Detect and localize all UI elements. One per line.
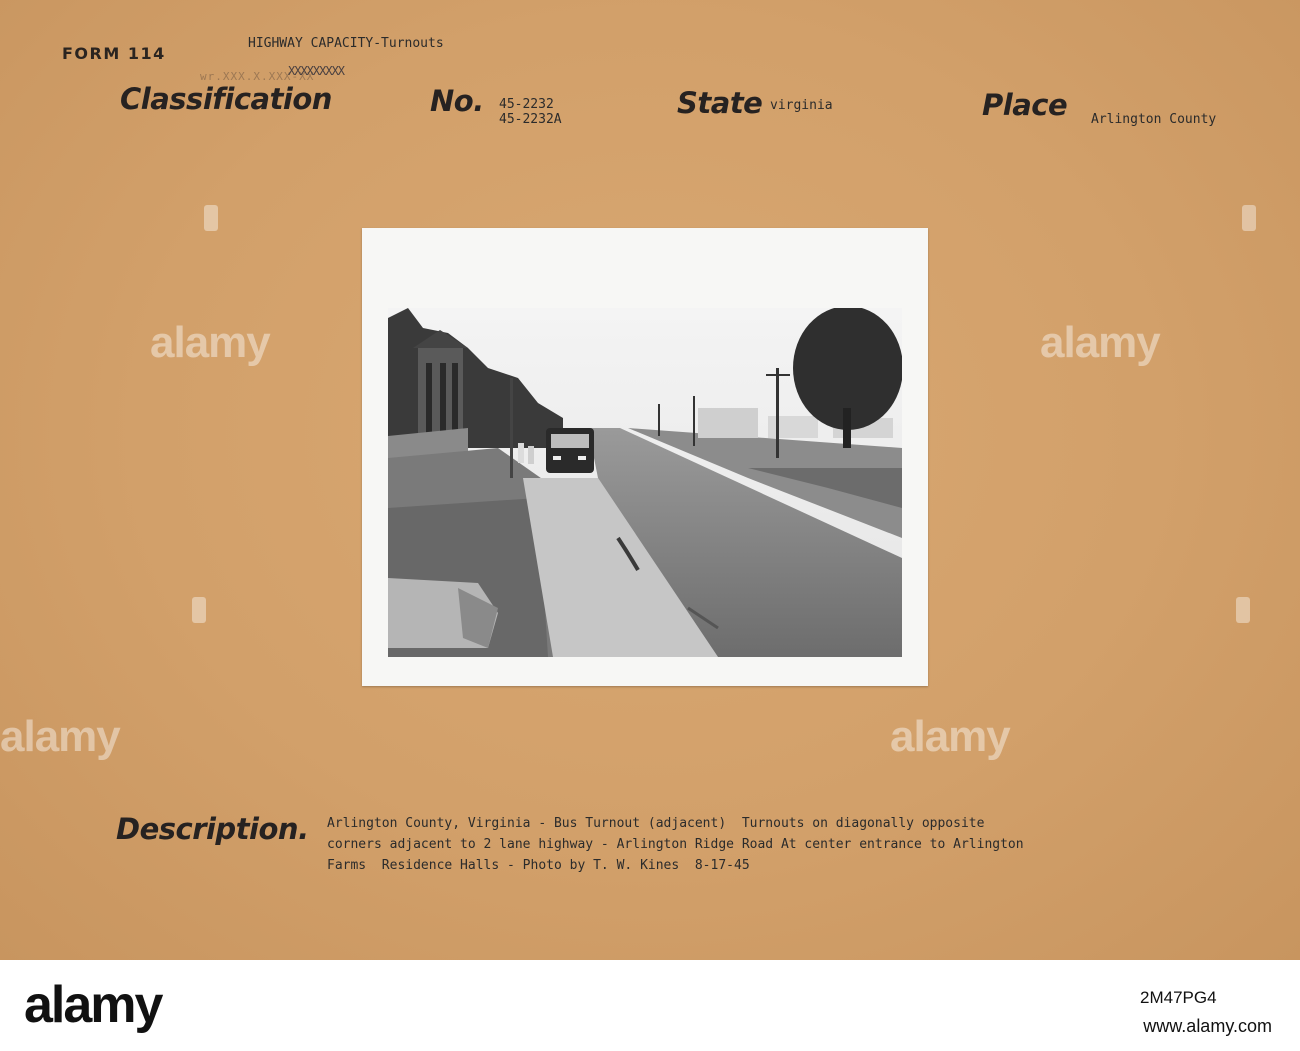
photograph bbox=[388, 308, 902, 657]
number-value-2: 45-2232A bbox=[499, 112, 562, 127]
watermark-mark bbox=[192, 597, 206, 623]
number-values bbox=[499, 97, 562, 127]
description-label: Description. bbox=[116, 812, 309, 846]
number-label: No. bbox=[430, 84, 484, 118]
watermark: alamy bbox=[150, 318, 270, 367]
place-label: Place bbox=[982, 88, 1068, 122]
photo-mount bbox=[362, 228, 928, 686]
watermark: alamy bbox=[1040, 318, 1160, 367]
alamy-logo: alamy bbox=[24, 976, 162, 1034]
state-value: virginia bbox=[770, 98, 833, 113]
watermark: alamy bbox=[890, 712, 1010, 761]
watermark-mark bbox=[1242, 205, 1256, 231]
struck-out-text: XXXXXXXXX bbox=[288, 64, 345, 78]
site-url: www.alamy.com bbox=[1143, 1016, 1272, 1036]
image-id: 2M47PG4 bbox=[1140, 988, 1217, 1007]
state-label: State bbox=[677, 86, 763, 120]
description-line: corners adjacent to 2 lane highway - Arlington Ridge Road At center entrance to Arlington bbox=[327, 837, 1024, 852]
footer-bar bbox=[0, 960, 1300, 1051]
classification-label: Classification bbox=[120, 82, 332, 116]
description-line: Arlington County, Virginia - Bus Turnout (adjacent) Turnouts on diagonally opposite bbox=[327, 816, 985, 831]
road-photo-illustration bbox=[388, 308, 902, 657]
watermark: alamy bbox=[0, 712, 120, 761]
place-value: Arlington County bbox=[1091, 112, 1217, 127]
watermark-mark bbox=[1236, 597, 1250, 623]
description-line: Farms Residence Halls - Photo by T. W. Kines 8-17-45 bbox=[327, 858, 750, 873]
watermark-mark bbox=[204, 205, 218, 231]
classification-value: HIGHWAY CAPACITY-Turnouts bbox=[248, 36, 444, 51]
description-text bbox=[327, 813, 1227, 876]
form-number: FORM 114 bbox=[62, 44, 166, 63]
number-value-1: 45-2232 bbox=[499, 97, 554, 112]
faint-typed-text: wr.XXX.X.XXX-XX bbox=[200, 70, 315, 83]
